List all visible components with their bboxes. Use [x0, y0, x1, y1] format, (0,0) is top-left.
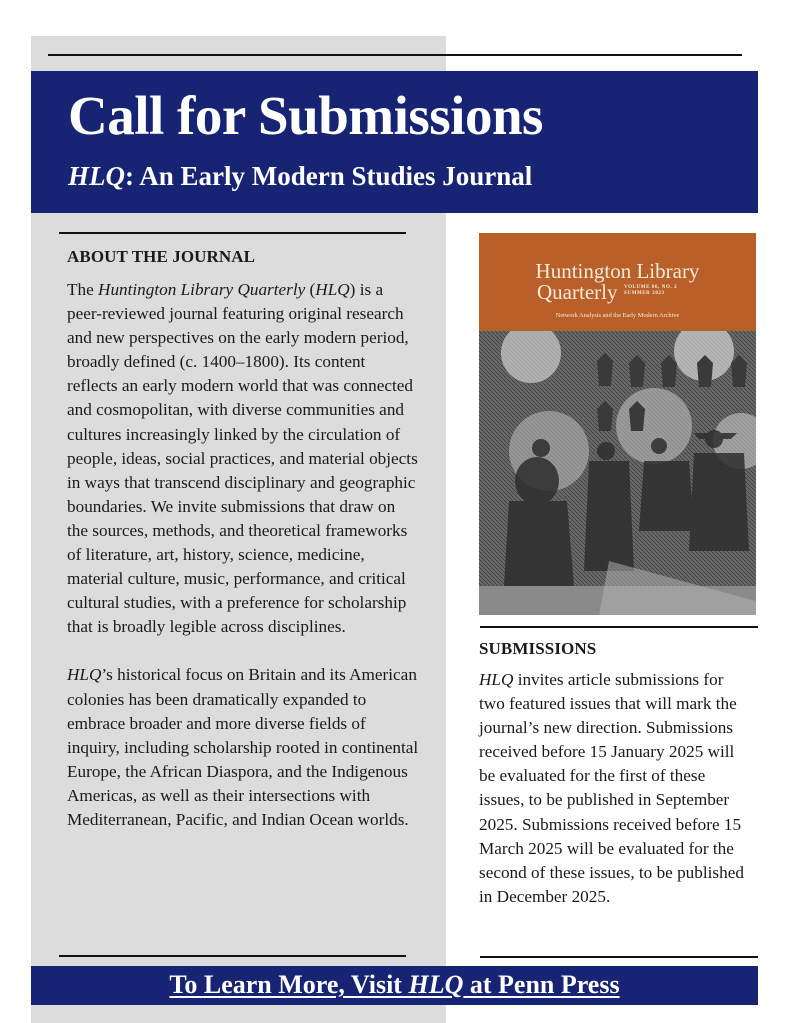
journal-name: Huntington Library Quarterly	[98, 280, 306, 299]
journal-abbr: HLQ	[315, 280, 350, 299]
submissions-bottom-rule	[480, 956, 758, 958]
about-paragraph-2: HLQ’s historical focus on Britain and its American colonies has been dramatically expanded to embrace broader and more diverse fields of inquiry, including scholarship rooted in continental Europe, the African Diaspora, and the Indigenous Americas, as well as their intersections with Mediterranean, Pacific, and Indian Ocean worlds.	[67, 665, 419, 829]
about-bottom-rule	[59, 955, 406, 957]
submissions-body: HLQ invites article submissions for two featured issues that will mark the journal’s new direction. Submissions received before 15 January 2025 will be evaluated for the first of these issues, to be published in September 2025. Submissions received before 15 March 2025 will be evaluated for the second of these issues, to be published in December 2025.	[479, 670, 744, 906]
journal-abbr: HLQ	[67, 665, 102, 685]
cover-title-line2: Quarterly	[537, 280, 618, 304]
page-title: Call for Submissions	[68, 85, 543, 146]
cover-volume: VOLUME 86, NO. 2 SUMMER 2023	[624, 285, 678, 296]
about-top-rule	[59, 232, 406, 234]
cover-title-line1: Huntington Library	[535, 259, 700, 283]
submissions-heading: SUBMISSIONS	[479, 639, 597, 658]
cover-engraving	[479, 331, 756, 615]
about-heading: ABOUT THE JOURNAL	[67, 247, 256, 266]
about-paragraph-1: The Huntington Library Quarterly (HLQ) is a peer-reviewed journal featuring original research and new perspectives on the early modern period, broadly defined (c. 1400–1800). Its content reflects an early modern world that was connected and cosmopolitan, with diverse communities and cultures increasingly linked by the circulation of people, ideas, social practices, and material objects in ways that transcend disciplinary and geographic boundaries. We invite submissions that draw on the sources, methods, and theoretical frameworks of literature, art, history, science, medicine, material culture, music, performance, and critical cultural studies, with a preference for scholarship that is broadly legible across disciplines.	[67, 280, 418, 637]
journal-abbr: HLQ	[479, 670, 514, 689]
top-rule	[48, 54, 742, 56]
page-subtitle	[68, 163, 532, 190]
subtitle-abbr: HLQ	[68, 161, 125, 191]
cover-theme: Network Analysis and the Early Modern Archive	[555, 312, 680, 319]
subtitle-rest: : An Early Modern Studies Journal	[125, 161, 533, 191]
learn-more-link[interactable]: To Learn More, Visit HLQ at Penn Press	[169, 970, 620, 999]
about-body	[67, 278, 419, 832]
journal-cover-image	[479, 233, 756, 615]
submissions-top-rule	[480, 626, 758, 628]
footer-banner	[31, 966, 758, 1005]
